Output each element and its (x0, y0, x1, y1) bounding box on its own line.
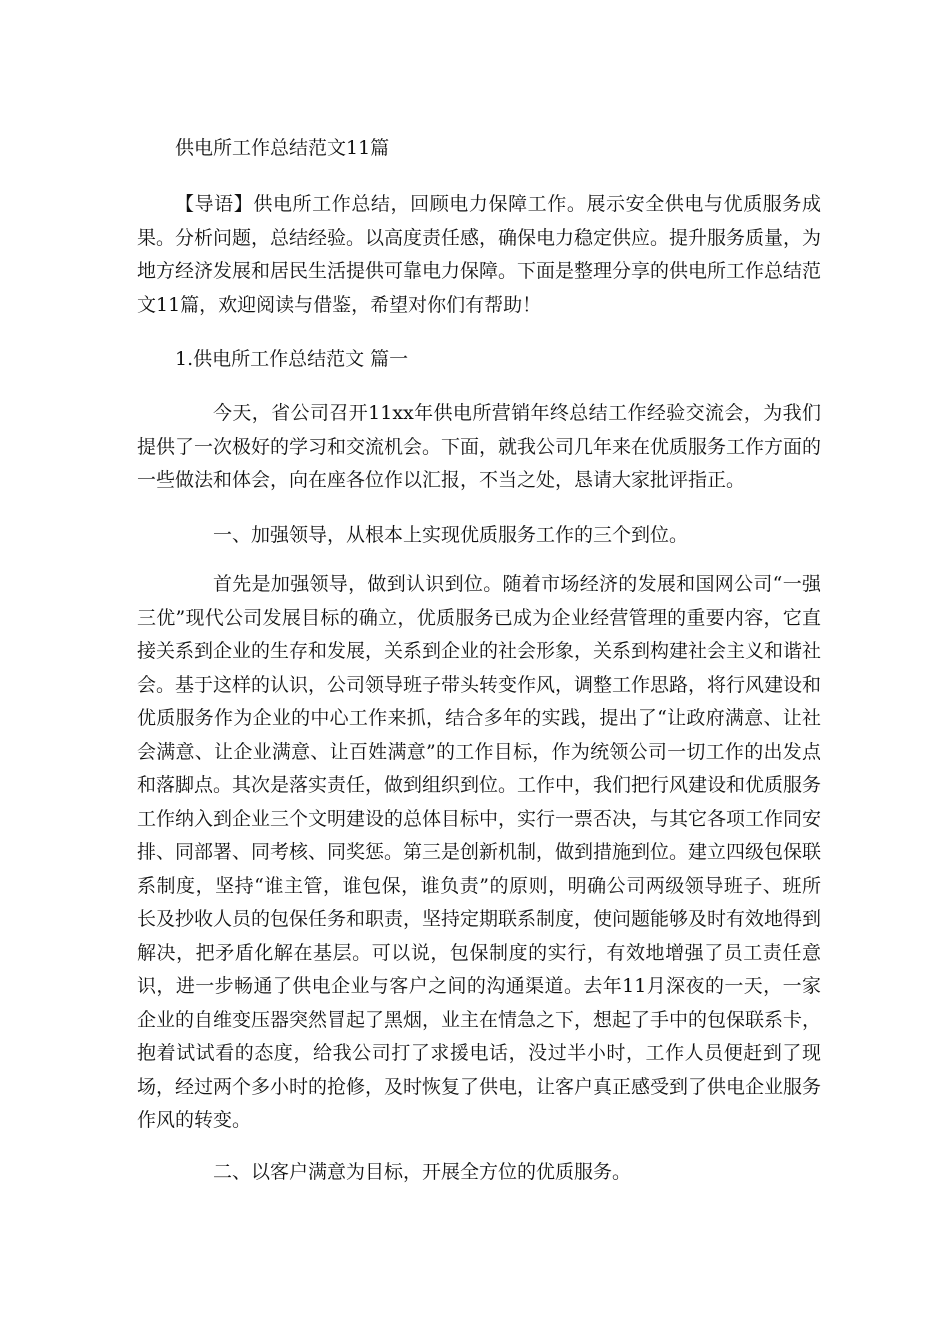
sub-heading: 一、加强领导，从根本上实现优质服务工作的三个到位。 (213, 524, 689, 546)
body-paragraph: 首先是加强领导，做到认识到位。随着市场经济的发展和国网公司“一强三优”现代公司发展目标的确立，优质服务已成为企业经营管理的重要内容，它直接关系到企业的生存和发展，关系到企业的社会形象，关系到构建社会主义和谐社会。基于这样的认识，公司领导班子带头转变作风，调整工作思路，将行风建设和优质服务作为企业的中心工作来抓，结合多年的实践，提出了“让政府满意、让社会满意、让企业满意、让百姓满意”的工作目标，作为统领公司一切工作的出发点和落脚点。其次是落实责任，做到组织到位。工作中，我们把行风建设和优质服务工作纳入到企业三个文明建设的总体目标中，实行一票否决，与其它各项工作同安排、同部署、同考核、同奖惩。第三是创新机制，做到措施到位。建立四级包保联系制度，坚持“谁主管，谁包保，谁负责”的原则，明确公司两级领导班子、班所长及抄收人员的包保任务和职责，坚持定期联系制度，使问题能够及时有效地得到解决，把矛盾化解在基层。可以说，包保制度的实行，有效地增强了员工责任意识，进一步畅通了供电企业与客户之间的沟通渠道。去年11月深夜的一天，一家企业的自维变压器突然冒起了黑烟，业主在情急之下，想起了手中的包保联系卡，抱着试试看的态度，给我公司打了求援电话，没过半小时，工作人员便赶到了现场，经过两个多小时的抢修，及时恢复了供电，让客户真正感受到了供电企业服务作风的转变。 (137, 573, 822, 1131)
section-heading: 1.供电所工作总结范文 篇一 (175, 348, 409, 370)
intro-paragraph: 【导语】供电所工作总结，回顾电力保障工作。展示安全供电与优质服务成果。分析问题，总结经验。以高度责任感，确保电力稳定供应。提升服务质量，为地方经济发展和居民生活提供可靠电力保障。下面是整理分享的供电所工作总结范文11篇，欢迎阅读与借鉴，希望对你们有帮助！ (137, 193, 822, 316)
sub-heading: 二、以客户满意为目标，开展全方位的优质服务。 (213, 1161, 632, 1183)
body-paragraph: 今天，省公司召开11xx年供电所营销年终总结工作经验交流会，为我们提供了一次极好的学习和交流机会。下面，就我公司几年来在优质服务工作方面的一些做法和体会，向在座各位作以汇报，不当之处，恳请大家批评指正。 (137, 402, 822, 491)
document-title: 供电所工作总结范文11篇 (175, 137, 390, 159)
